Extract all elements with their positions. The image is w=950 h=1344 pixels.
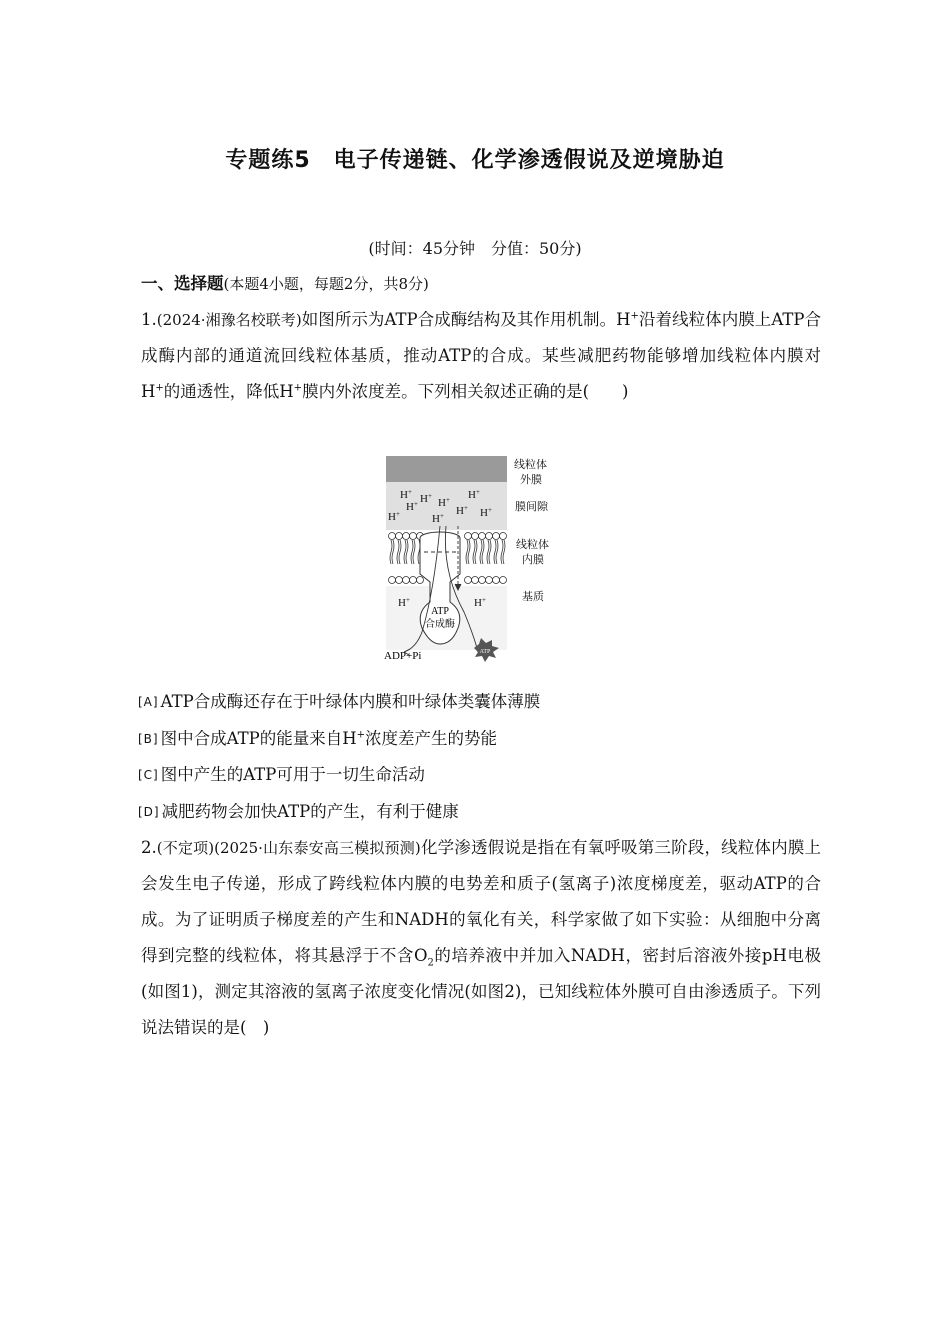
enzyme-label-1: ATP: [431, 606, 449, 617]
question-1: [141, 302, 821, 410]
svg-text:H+: H+: [388, 510, 400, 523]
question-2: [141, 830, 821, 1046]
option-a[interactable]: [138, 684, 540, 721]
option-tag: [C]: [138, 768, 159, 782]
inner-membrane-label-2: 内膜: [522, 553, 544, 566]
option-c[interactable]: [138, 757, 540, 794]
section-title: 一、选择题: [141, 274, 224, 293]
outer-membrane-label-1: 线粒体: [514, 458, 547, 471]
svg-text:H+: H+: [438, 496, 450, 509]
superscript: +: [155, 382, 164, 394]
superscript: +: [293, 382, 303, 394]
svg-text:H+: H+: [456, 504, 468, 517]
outer-membrane-label-2: 外膜: [520, 473, 542, 486]
section-note: (本题4小题，每题2分，共8分): [223, 275, 429, 293]
question-source: (不定项)(2025·山东泰安高三模拟预测): [156, 839, 421, 857]
svg-text:H+: H+: [480, 506, 492, 519]
time-score-info: (时间：45分钟 分值：50分): [368, 239, 582, 258]
svg-text:H+: H+: [474, 596, 486, 609]
atp-product-label: ATP: [479, 649, 491, 655]
question-number: 1.: [141, 310, 157, 329]
svg-text:H+: H+: [468, 488, 480, 501]
option-tag: [D]: [138, 804, 160, 819]
adp-label: ADP+Pi: [384, 650, 422, 662]
subscript: 2: [427, 957, 434, 969]
question-text: 如图所示为ATP合成酶结构及其作用机制。H: [301, 310, 631, 329]
svg-text:H+: H+: [398, 596, 410, 609]
option-tag: [A]: [138, 695, 159, 709]
option-tag: [B]: [138, 731, 159, 746]
svg-text:H+: H+: [432, 512, 444, 525]
enzyme-label-2: 合成酶: [425, 619, 455, 630]
inner-membrane-label-1: 线粒体: [516, 538, 549, 551]
outer-membrane-band: [386, 456, 507, 482]
option-text: 图中产生的ATP可用于一切生命活动: [160, 765, 425, 784]
option-d[interactable]: [138, 794, 540, 831]
question-text: 化学渗透假说是指在有氧呼吸第三阶段，线粒体内膜上会发生电子传递，形成了跨线粒体内膜的电势差和质子(氢离子)浓度梯度差，驱动ATP的合成。为了证明质子梯度差的产生和NADH的氧化有关，科学家做了如下实验：从细胞中分离得到完整的线粒体，将其悬浮于不含O: [141, 838, 822, 965]
intermembrane-label: 膜间隙: [515, 500, 548, 513]
svg-text:H+: H+: [406, 500, 418, 513]
page-title: 专题练5 电子传递链、化学渗透假说及逆境胁迫: [225, 148, 725, 173]
superscript: +: [630, 310, 639, 322]
option-b[interactable]: [138, 721, 540, 758]
option-text: ATP合成酶还存在于叶绿体内膜和叶绿体类囊体薄膜: [160, 692, 541, 711]
region-labels: [514, 457, 549, 603]
option-text: 减肥药物会加快ATP的产生，有利于健康: [161, 801, 459, 821]
question-source: (2024·湘豫名校联考): [156, 311, 302, 329]
question-text: 的通透性，降低H: [163, 382, 294, 401]
svg-text:H+: H+: [420, 492, 432, 505]
question-number: 2.: [141, 838, 157, 857]
question-text: 的培养液中并加入NADH，密封后溶液外接pH电极(如图1)，测定其溶液的氢离子浓度变化情况(如图2)，已知线粒体外膜可自由渗透质子。下列说法错误的是( ): [141, 946, 821, 1037]
matrix-label: 基质: [522, 590, 544, 603]
options-list: [138, 684, 540, 830]
svg-text:H+: H+: [400, 488, 412, 501]
atp-synthase-diagram: [382, 452, 567, 672]
option-text: 图中合成ATP的能量来自H+浓度差产生的势能: [160, 728, 498, 748]
question-text: 膜内外浓度差。下列相关叙述正确的是( ): [302, 382, 629, 401]
question-text: 沿着线粒体内膜上ATP合成酶内部的通道流回线粒体基质，推动ATP的合成。某些减肥药物能够增加线粒体内膜对H: [141, 310, 821, 401]
section-heading: [141, 266, 821, 302]
